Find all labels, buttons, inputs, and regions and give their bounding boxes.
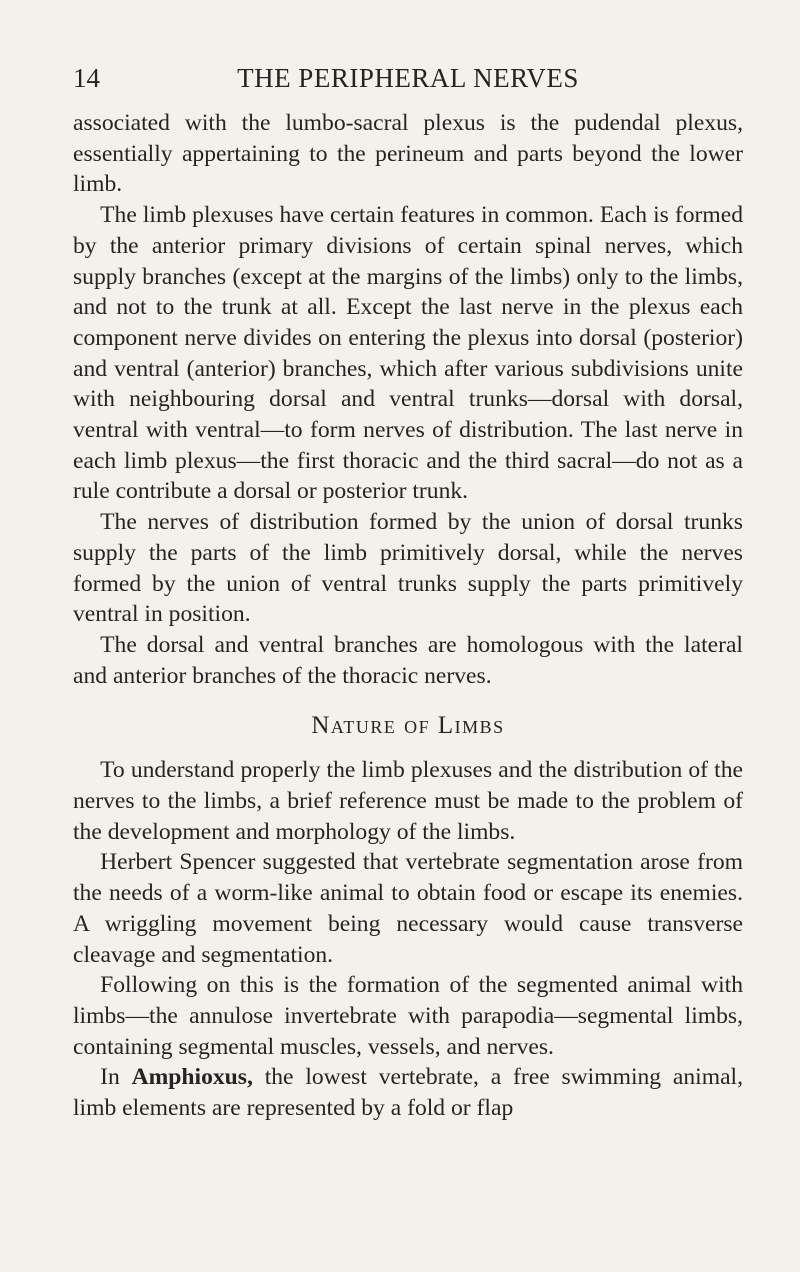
paragraph-prefix: In xyxy=(100,1064,132,1091)
page-number: 14 xyxy=(73,63,100,93)
section-heading: Nature of Limbs xyxy=(311,712,505,740)
running-header xyxy=(73,62,743,94)
paragraph: The dorsal and ventral branches are homologous with the lateral and anterior branches of the thoracic nerves. xyxy=(73,631,743,689)
body-text xyxy=(73,108,743,1124)
paragraph: Herbert Spencer suggested that vertebrate segmentation arose from the needs of a worm-like animal to obtain food or escape its enemies. A wriggling movement being necessary would cause transverse cleavage and segmentation. xyxy=(73,849,743,968)
paragraph-rest: the lowest vertebrate, a free swimming animal, limb elements are represented by a fold or flap xyxy=(73,1064,743,1122)
paragraph: Following on this is the formation of the segmented animal with limbs—the annulose invertebrate with parapodia—segmental limbs, containing segmental muscles, vessels, and nerves. xyxy=(73,972,743,1060)
running-title: THE PERIPHERAL NERVES xyxy=(237,63,579,93)
paragraph: The limb plexuses have certain features in common. Each is formed by the anterior primary divisions of certain spinal nerves, which supply branches (except at the margins of the limbs) only to the limbs, and not to the trunk at all. Except the last nerve in the plexus each component nerve divides on entering the plexus into dorsal (posterior) and ventral (anterior) branches, which after various subdivisions unite with neighbouring dorsal and ventral trunks—dorsal with dorsal, ventral with ventral—to form nerves of distribution. The last nerve in each limb plexus—the first thoracic and the third sacral—do not as a rule contribute a dorsal or posterior trunk. xyxy=(73,202,743,505)
paragraph: To understand properly the limb plexuses and the distribution of the nerves to the limbs, a brief reference must be made to the problem of the development and morphology of the limbs. xyxy=(73,757,743,845)
bold-term: Amphioxus, xyxy=(131,1064,253,1091)
paragraph-last xyxy=(73,1062,743,1123)
paragraph: associated with the lumbo-sacral plexus is the pudendal plexus, essentially appertaining to the perineum and parts beyond the lower limb. xyxy=(73,110,743,198)
paragraph: The nerves of distribution formed by the union of dorsal trunks supply the parts of the limb primitively dorsal, while the nerves formed by the union of ventral trunks supply the parts primitively ventral in position. xyxy=(73,509,743,628)
